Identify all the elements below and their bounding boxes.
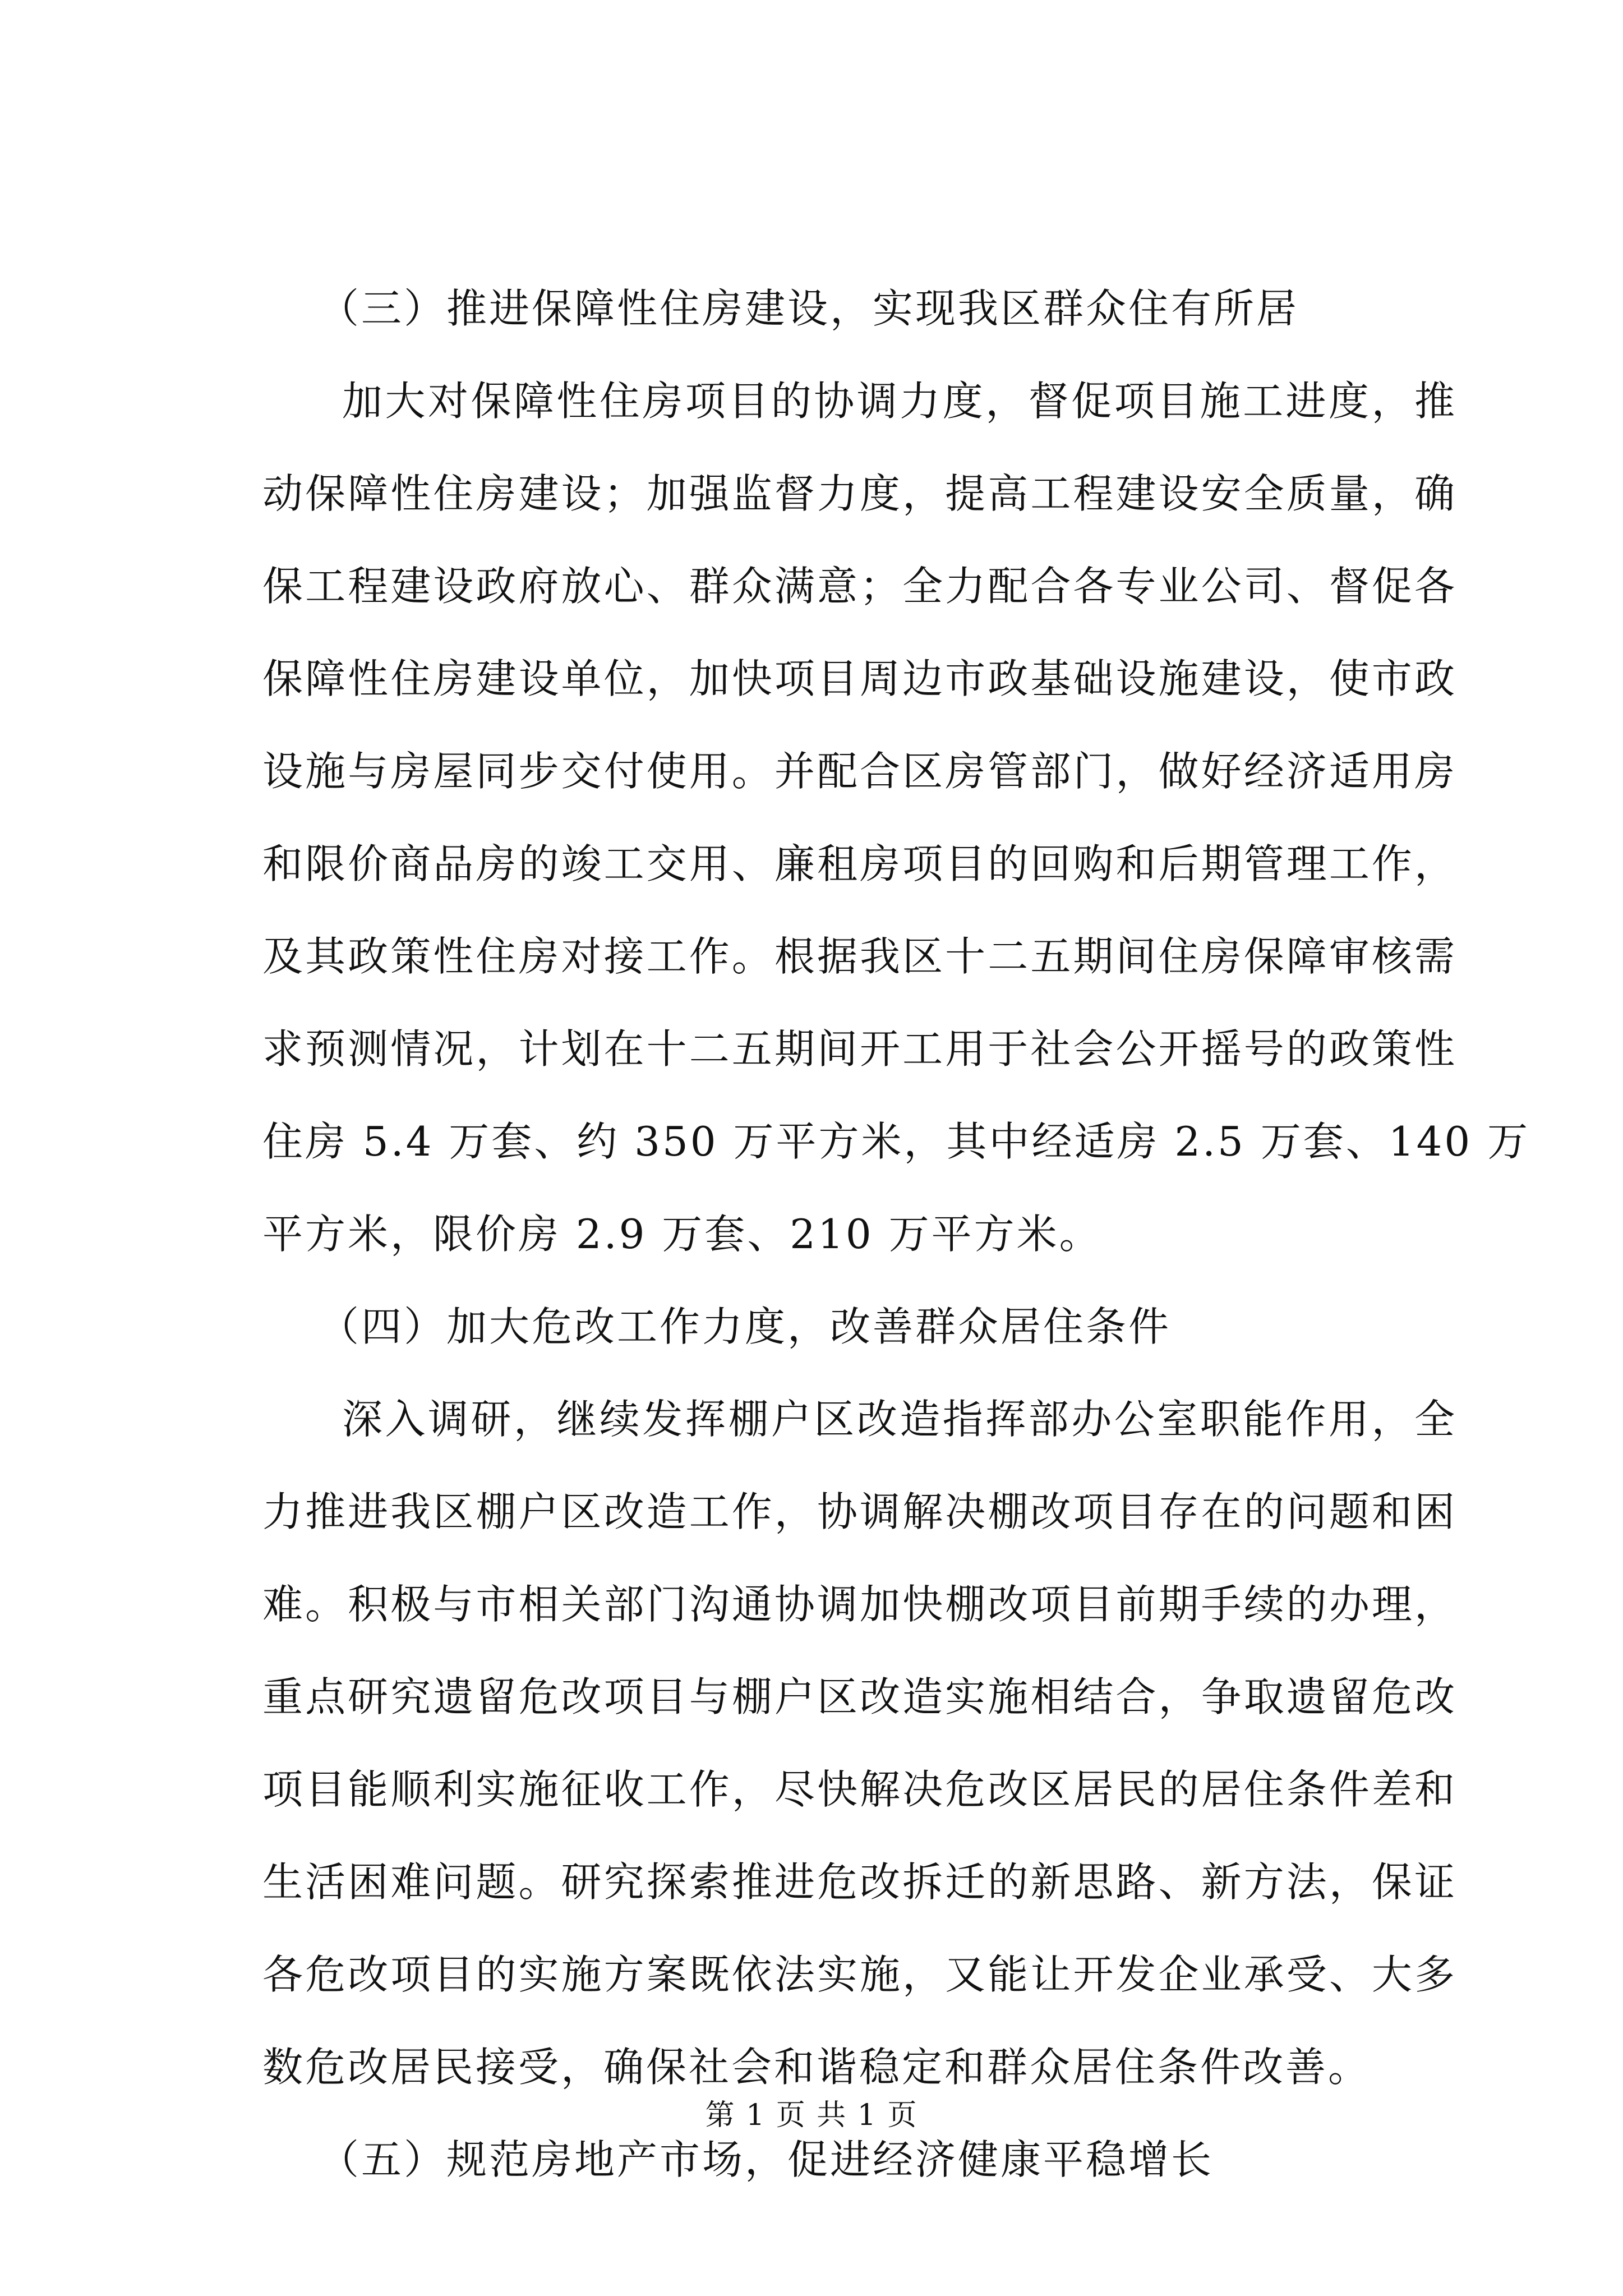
paragraph-line: 保障性住房建设单位，加快项目周边市政基础设施建设，使市政 [262,655,1457,702]
paragraph-line: 项目能顺利实施征收工作，尽快解决危改区居民的居住条件差和 [262,1766,1457,1813]
paragraph-line: 深入调研，继续发挥棚户区改造指挥部办公室职能作用，全 [342,1396,1457,1443]
paragraph-line: 重点研究遗留危改项目与棚户区改造实施相结合，争取遗留危改 [262,1673,1457,1720]
section-heading-4: （四）加大危改工作力度，改善群众居住条件 [319,1303,1172,1350]
section-heading-3: （三）推进保障性住房建设，实现我区群众住有所居 [319,285,1299,332]
paragraph-line: 力推进我区棚户区改造工作，协调解决棚改项目存在的问题和困 [262,1488,1457,1535]
paragraph-line: 各危改项目的实施方案既依法实施，又能让开发企业承受、大多 [262,1951,1457,1998]
paragraph-line: 难。积极与市相关部门沟通协调加快棚改项目前期手续的办理， [262,1581,1457,1628]
paragraph-line: 加大对保障性住房项目的协调力度，督促项目施工进度，推 [342,378,1457,425]
paragraph-line: 数危改居民接受，确保社会和谐稳定和群众居住条件改善。 [262,2044,1371,2091]
paragraph-line: 动保障性住房建设；加强监督力度，提高工程建设安全质量，确 [262,470,1457,517]
document-body [262,263,1530,2206]
paragraph-line: 设施与房屋同步交付使用。并配合区房管部门，做好经济适用房 [262,748,1457,795]
page-footer: 第 1 页 共 1 页 [705,2099,918,2132]
paragraph-line: 和限价商品房的竣工交用、廉租房项目的回购和后期管理工作， [262,840,1457,887]
section-heading-5: （五）规范房地产市场，促进经济健康平稳增长 [319,2136,1214,2183]
paragraph-line: 保工程建设政府放心、群众满意；全力配合各专业公司、督促各 [262,563,1457,610]
paragraph-line: 求预测情况，计划在十二五期间开工用于社会公开摇号的政策性 [262,1025,1457,1073]
paragraph-line: 及其政策性住房对接工作。根据我区十二五期间住房保障审核需 [262,933,1457,980]
paragraph-line: 住房 5.4 万套、约 350 万平方米，其中经适房 2.5 万套、140 万 [262,1118,1530,1165]
paragraph-line: 平方米，限价房 2.9 万套、210 万平方米。 [262,1211,1102,1258]
paragraph-line: 生活困难问题。研究探索推进危改拆迁的新思路、新方法，保证 [262,1858,1457,1906]
